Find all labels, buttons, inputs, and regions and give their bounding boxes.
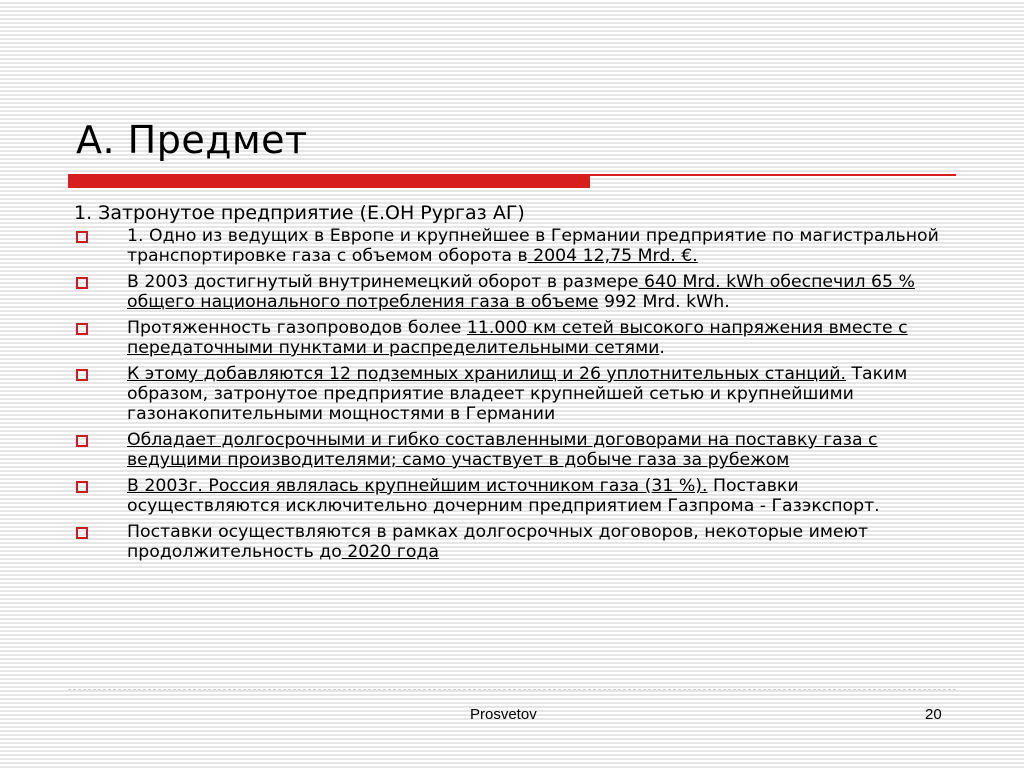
square-bullet-icon bbox=[76, 231, 88, 243]
bullet-text: . bbox=[659, 338, 665, 358]
bullet-text: 992 Mrd. kWh. bbox=[598, 292, 730, 312]
slide-title: А. Предмет bbox=[76, 118, 308, 162]
bullet-text-underlined: В 2003г. Россия являлась крупнейшим источником газа (31 %). bbox=[127, 476, 708, 496]
square-bullet-icon bbox=[76, 369, 88, 381]
list-item bbox=[74, 318, 954, 358]
square-bullet-icon bbox=[76, 435, 88, 447]
page-number: 20 bbox=[925, 706, 942, 723]
list-item bbox=[74, 522, 954, 562]
footer-divider bbox=[68, 689, 956, 690]
bullet-text: Таким образом, затронутое предприятие владеет крупнейшей сетью и крупнейшими газонакопительными мощностями в Германии bbox=[127, 364, 908, 424]
subheading: 1. Затронутое предприятие (Е.ОН Рургаз АГ) bbox=[74, 202, 525, 224]
title-underline-thin bbox=[590, 174, 956, 176]
square-bullet-icon bbox=[76, 323, 88, 335]
square-bullet-icon bbox=[76, 481, 88, 493]
bullet-text: Протяженность газопроводов более bbox=[127, 318, 467, 338]
list-item bbox=[74, 272, 954, 312]
bullet-text: 1. Одно из ведущих в Европе и крупнейшее в Германии предприятие по магистральной транспортировке газа с объемом оборота в bbox=[127, 226, 939, 266]
list-item bbox=[74, 226, 954, 266]
bullet-text: В 2003 достигнутый внутринемецкий оборот в размере bbox=[127, 272, 639, 292]
bullet-list bbox=[74, 226, 954, 568]
bullet-text-underlined: К этому добавляются 12 подземных хранилищ и 26 уплотнительных станций. bbox=[127, 364, 846, 384]
title-underline-thick bbox=[68, 174, 590, 188]
bullet-text: Поставки осуществляются исключительно дочерним предприятием Газпрома - Газэкспорт. bbox=[127, 476, 880, 516]
list-item bbox=[74, 430, 954, 470]
square-bullet-icon bbox=[76, 277, 88, 289]
list-item bbox=[74, 364, 954, 424]
bullet-text: Поставки осуществляются в рамках долгосрочных договоров, некоторые имеют продолжительность до bbox=[127, 522, 869, 562]
bullet-text-underlined: 2004 12,75 Mrd. €. bbox=[527, 246, 698, 266]
footer-author: Prosvetov bbox=[470, 706, 537, 723]
bullet-text-underlined: 640 Mrd. kWh обеспечил 65 % общего национального потребления газа в объеме bbox=[127, 272, 915, 312]
bullet-text-underlined: 11.000 км сетей высокого напряжения вместе с передаточными пунктами и распределительными сетями bbox=[127, 318, 908, 358]
bullet-text-underlined: 2020 года bbox=[341, 542, 439, 562]
bullet-text-underlined: Обладает долгосрочными и гибко составленными договорами на поставку газа с ведущими производителями; само участвует в добыче газа за рубежом bbox=[127, 430, 878, 470]
square-bullet-icon bbox=[76, 527, 88, 539]
list-item bbox=[74, 476, 954, 516]
